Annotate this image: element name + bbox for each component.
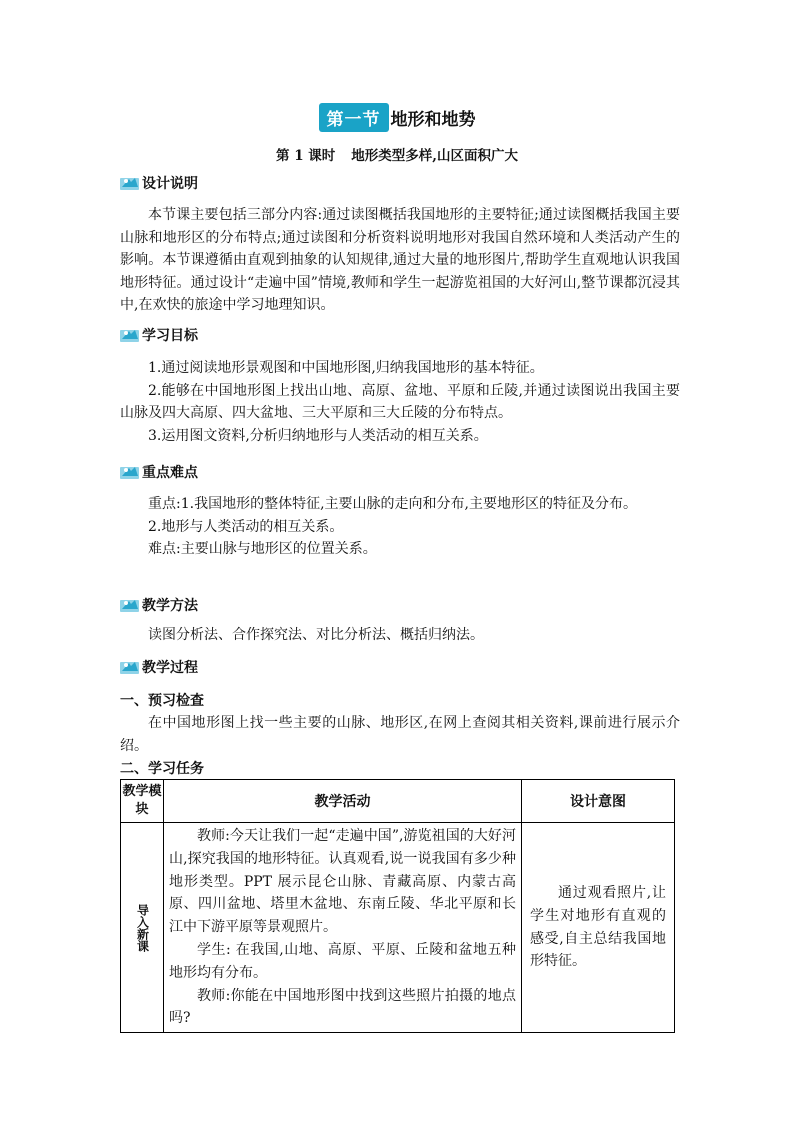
section-icon: [120, 327, 140, 343]
keypoints-list: [120, 493, 680, 561]
header-purpose: 设计意图: [522, 780, 675, 823]
preview-check-text: 在中国地形图上找一些主要的山脉、地形区,在网上查阅其相关资料,课前进行展示介绍。: [120, 715, 680, 754]
goals-list: [120, 357, 680, 447]
methods-text: 读图分析法、合作探究法、对比分析法、概括归纳法。: [148, 627, 484, 643]
activity-cell: [164, 823, 522, 1033]
lesson-subtitle: [0, 144, 794, 164]
section-icon: [120, 175, 140, 191]
lesson-table: [120, 779, 675, 1033]
lesson-topic: 地形类型多样,山区面积广大: [351, 148, 518, 164]
activity-paragraph: 教师:今天让我们一起“走遍中国”,游览祖国的大好河山,探究我国的地形特征。认真观看,说一说我国有多少种地形类型。PPT 展示昆仑山脉、青藏高原、内蒙古高原、四川盆地、塔里木盆地、东南丘陵、华北平原和长江中下游平原等景观照片。: [169, 828, 516, 936]
learning-tasks-heading: 二、学习任务: [120, 761, 204, 777]
activity-paragraph: 教师:你能在中国地形图中找到这些照片拍摄的地点吗?: [169, 987, 516, 1027]
lesson-number: 第 1 课时: [276, 148, 336, 164]
header-activity: 教学活动: [164, 780, 522, 823]
section-heading-methods: 教学方法: [120, 595, 198, 615]
module-label: 导入新课: [135, 903, 150, 952]
preview-check-heading: 一、预习检查: [120, 693, 204, 709]
section-heading-goals: 学习目标: [120, 325, 198, 345]
section-heading-keypoints: 重点难点: [120, 462, 198, 482]
chapter-title: [0, 103, 794, 132]
goal-item: 2.能够在中国地形图上找出山地、高原、盆地、平原和丘陵,并通过读图说出我国主要山脉及四大高原、四大盆地、三大平原和三大丘陵的分布特点。: [120, 382, 680, 421]
design-description: 本节课主要包括三部分内容:通过读图概括我国地形的主要特征;通过读图概括我国主要山脉和地形区的分布特点;通过读图和分析资料说明地形对我国自然环境和人类活动产生的影响。本节课遵循由直观到抽象的认知规律,通过大量的地形图片,帮助学生直观地认识我国地形特征。通过设计“走遍中国”情境,教师和学生一起游览祖国的大好河山,整节课都沉浸其中,在欢快的旅途中学习地理知识。: [120, 207, 680, 313]
section-badge: 第一节: [319, 103, 389, 132]
activity-paragraph: 学生: 在我国,山地、高原、平原、丘陵和盆地五种地形均有分布。: [169, 941, 516, 981]
keypoint-item: 难点:主要山脉与地形区的位置关系。: [148, 541, 377, 557]
table-header-row: [121, 780, 675, 823]
purpose-cell: [522, 823, 675, 1033]
module-cell: [121, 823, 164, 1033]
purpose-text: 通过观看照片,让学生对地形有直观的感受,自主总结我国地形特征。: [530, 884, 666, 970]
table-row: [121, 823, 675, 1033]
section-icon: [120, 659, 140, 675]
keypoint-item: 2.地形与人类活动的相互关系。: [148, 518, 344, 535]
header-module: 教学模块: [121, 780, 164, 823]
keypoint-item: 重点:1.我国地形的整体特征,主要山脉的走向和分布,主要地形区的特征及分布。: [148, 496, 637, 512]
section-title: 地形和地势: [390, 110, 476, 130]
goal-item: 1.通过阅读地形景观图和中国地形图,归纳我国地形的基本特征。: [148, 360, 544, 376]
section-heading-design: 设计说明: [120, 173, 198, 193]
section-icon: [120, 597, 140, 613]
goal-item: 3.运用图文资料,分析归纳地形与人类活动的相互关系。: [148, 427, 488, 444]
section-heading-process: 教学过程: [120, 657, 198, 677]
section-icon: [120, 464, 140, 480]
